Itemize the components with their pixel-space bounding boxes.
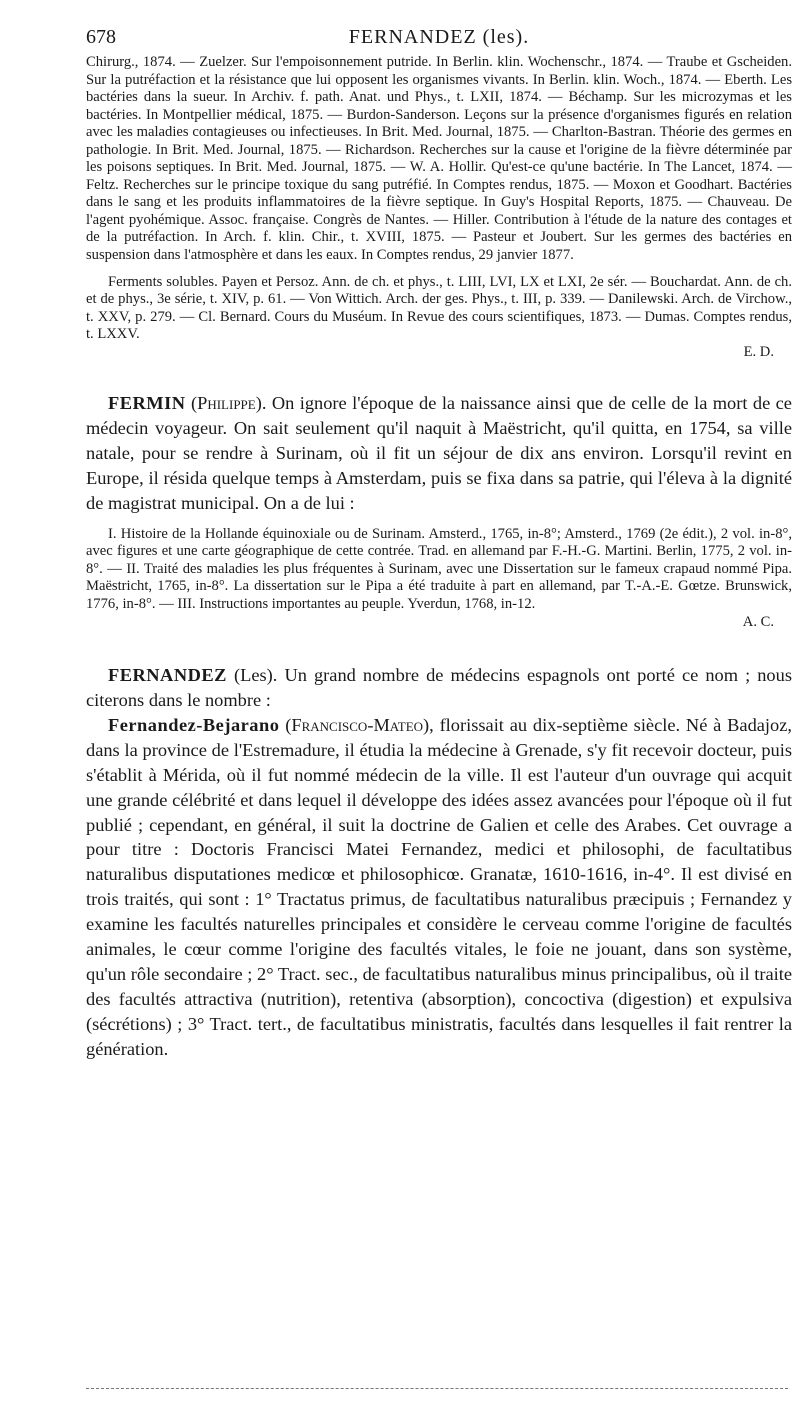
ferments-text: Ferments solubles. Payen et Persoz. Ann. de ch. et phys., t. LIII, LVI, LX et LXI, 2e sér. — Bouchardat. Ann. de ch. et de phys., 3e série, t. XIV, p. 61. — Von Wittich. Arch. der ges. Phys., t. III, p. 339. — Danilewski. Arch. de Virchow., t. XXV, p. 279. — Cl. Bernard. Cours du Muséum. In Revue des cours scientifiques, 1873. — Dumas. Comptes rendus, t. LXXV.	[86, 273, 792, 343]
ferments-signature: E. D.	[743, 343, 774, 360]
fernandez-headword: FERNANDEZ	[108, 665, 227, 686]
fermin-forename: (Philippe).	[190, 393, 267, 414]
page-number: 678	[86, 26, 116, 48]
footer-rule	[86, 1388, 788, 1389]
fermin-body: On ignore l'époque de la naissance ainsi que de celle de la mort de ce médecin voyageur. On sait seulement qu'il naquit à Maëstricht, qu'il quitta, en 1754, sa ville natale, pour se rendre à Surinam, où il fit un séjour de dix ans environ. Lorsqu'il revint en Europe, il résida quelque temps à Amsterdam, puis se fixa dans sa patrie, qui l'éleva à la dignité de magistrat municipal. On a de lui :	[86, 393, 792, 513]
fermin-works-text: I. Histoire de la Hollande équinoxiale ou de Surinam. Amsterd., 1765, in-8°; Amsterd., 1769 (2e édit.), 2 vol. in-8°, avec figures et une carte géographique de cette contrée. Trad. en allemand par F.-H.-G. Martini. Berlin, 1775, 2 vol. in-8°. — II. Traité des maladies les plus fréquentes à Surinam, avec une Dissertation sur le fameux crapaud nommé Pipa. Maëstricht, 1765, in-8°. La dissertation sur le Pipa a été traduite à part en allemand, par T.-A.-E. Gœtze. Brunswick, 1776, in-8°. — III. Instructions importantes au peuple. Yverdun, 1768, in-12.	[86, 525, 792, 613]
bejarano-paragraph	[86, 713, 792, 1062]
page-header	[86, 26, 792, 52]
fermin-paragraph	[86, 391, 792, 516]
bejarano-body: florissait au dix-septième siècle. Né à Badajoz, dans la province de l'Estremadure, il étudia la médecine à Grenade, s'y fit recevoir docteur, puis s'établit à Mérida, où il fut nommé médecin de la ville. Il est l'auteur d'un ouvrage qui acquit une grande célébrité et dans lequel il développe des idées assez avancées pour l'époque où il fut publié ; cependant, en général, il suit la doctrine de Galien et celle des Arabes. Cet ouvrage a pour titre : Doctoris Francisci Matei Fernandez, medici et philosophi, de facultatibus naturalibus disputationes medicœ et philosophicœ. Granatæ, 1610-1616, in-4°. Il est divisé en trois traités, qui sont : 1° Tractatus primus, de facultatibus naturalibus præcipuis ; Fernandez y examine les facultés naturelles principales et considère le cerveau comme l'origine de facultés animales, le cœur comme l'origine des facultés vitales, le foie ne jouant, dans son système, qu'un rôle secondaire ; 2° Tract. sec., de facultatibus naturalibus minus principalibus, où il traite des facultés attractiva (nutrition), retentiva (absorption), concoctiva (digestion) et expulsiva (sécrétions) ; 3° Tract. tert., de facultatibus ministratis, facultés dans lesquelles il fait rentrer la génération.	[86, 714, 792, 1059]
fermin-headword: FERMIN	[108, 393, 186, 414]
running-head: FERNANDEZ (les).	[348, 26, 530, 48]
bejarano-name: Fernandez-Bejarano	[108, 714, 280, 735]
fever-bibliography-text: Chirurg., 1874. — Zuelzer. Sur l'empoisonnement putride. In Berlin. klin. Wochenschr., 1874. — Traube et Gscheiden. Sur la putréfaction et la résistance que lui opposent les organismes vivants. In Berlin. klin. Woch., 1874. — Eberth. Les bactéries dans la sueur. In Archiv. f. path. Anat. und Phys., t. LXII, 1874. — Béchamp. Sur les microzymas et les bactéries. In Montpellier médical, 1875. — Burdon-Sanderson. Leçons sur la présence d'organismes figurés en relation avec les maladies contagieuses ou infectieuses. In Brit. Med. Journal, 1875. — Charlton-Bastran. Théorie des germes en pathologie. In Brit. Med. Journal, 1875. — Richardson. Recherches sur la cause et l'origine de la fièvre déterminée par les poisons septiques. In Brit. Med. Journal, 1875. — W. A. Hollir. Qu'est-ce qu'une bactérie. In The Lancet, 1874. — Feltz. Recherches sur le principe toxique du sang putréfié. In Comptes rendus, 1875. — Moxon et Goodhart. Bactéries dans le sang et les produits inflammatoires de la fièvre septique. In Guy's Hospital Reports, 1875. — Chauveau. De l'agent pyohémique. Assoc. française. Congrès de Nantes. — Hiller. Contribution à l'étude de la nature des contages et de la putréfaction. In Arch. f. klin. Chir., t. XVIII, 1875. — Pasteur et Joubert. Sur les germes des bactéries en suspension dans l'atmosphère et dans les eaux. In Comptes rendus, 29 janvier 1877.	[86, 54, 792, 264]
fever-bibliography	[86, 54, 792, 265]
fernandez-intro: Un grand nombre de médecins espagnols ont porté ce nom ; nous citerons dans le nombre :	[86, 665, 792, 711]
article-fernandez	[86, 663, 792, 1062]
page	[86, 26, 792, 1062]
ferments-bibliography	[86, 274, 792, 362]
fernandez-paragraph	[86, 663, 792, 713]
bejarano-forename: (Francisco-Mateo),	[285, 714, 434, 735]
fermin-works	[86, 526, 792, 631]
fermin-signature: A. C.	[742, 613, 774, 630]
article-fermin	[86, 391, 792, 516]
fernandez-qualifier: (Les).	[234, 665, 278, 686]
